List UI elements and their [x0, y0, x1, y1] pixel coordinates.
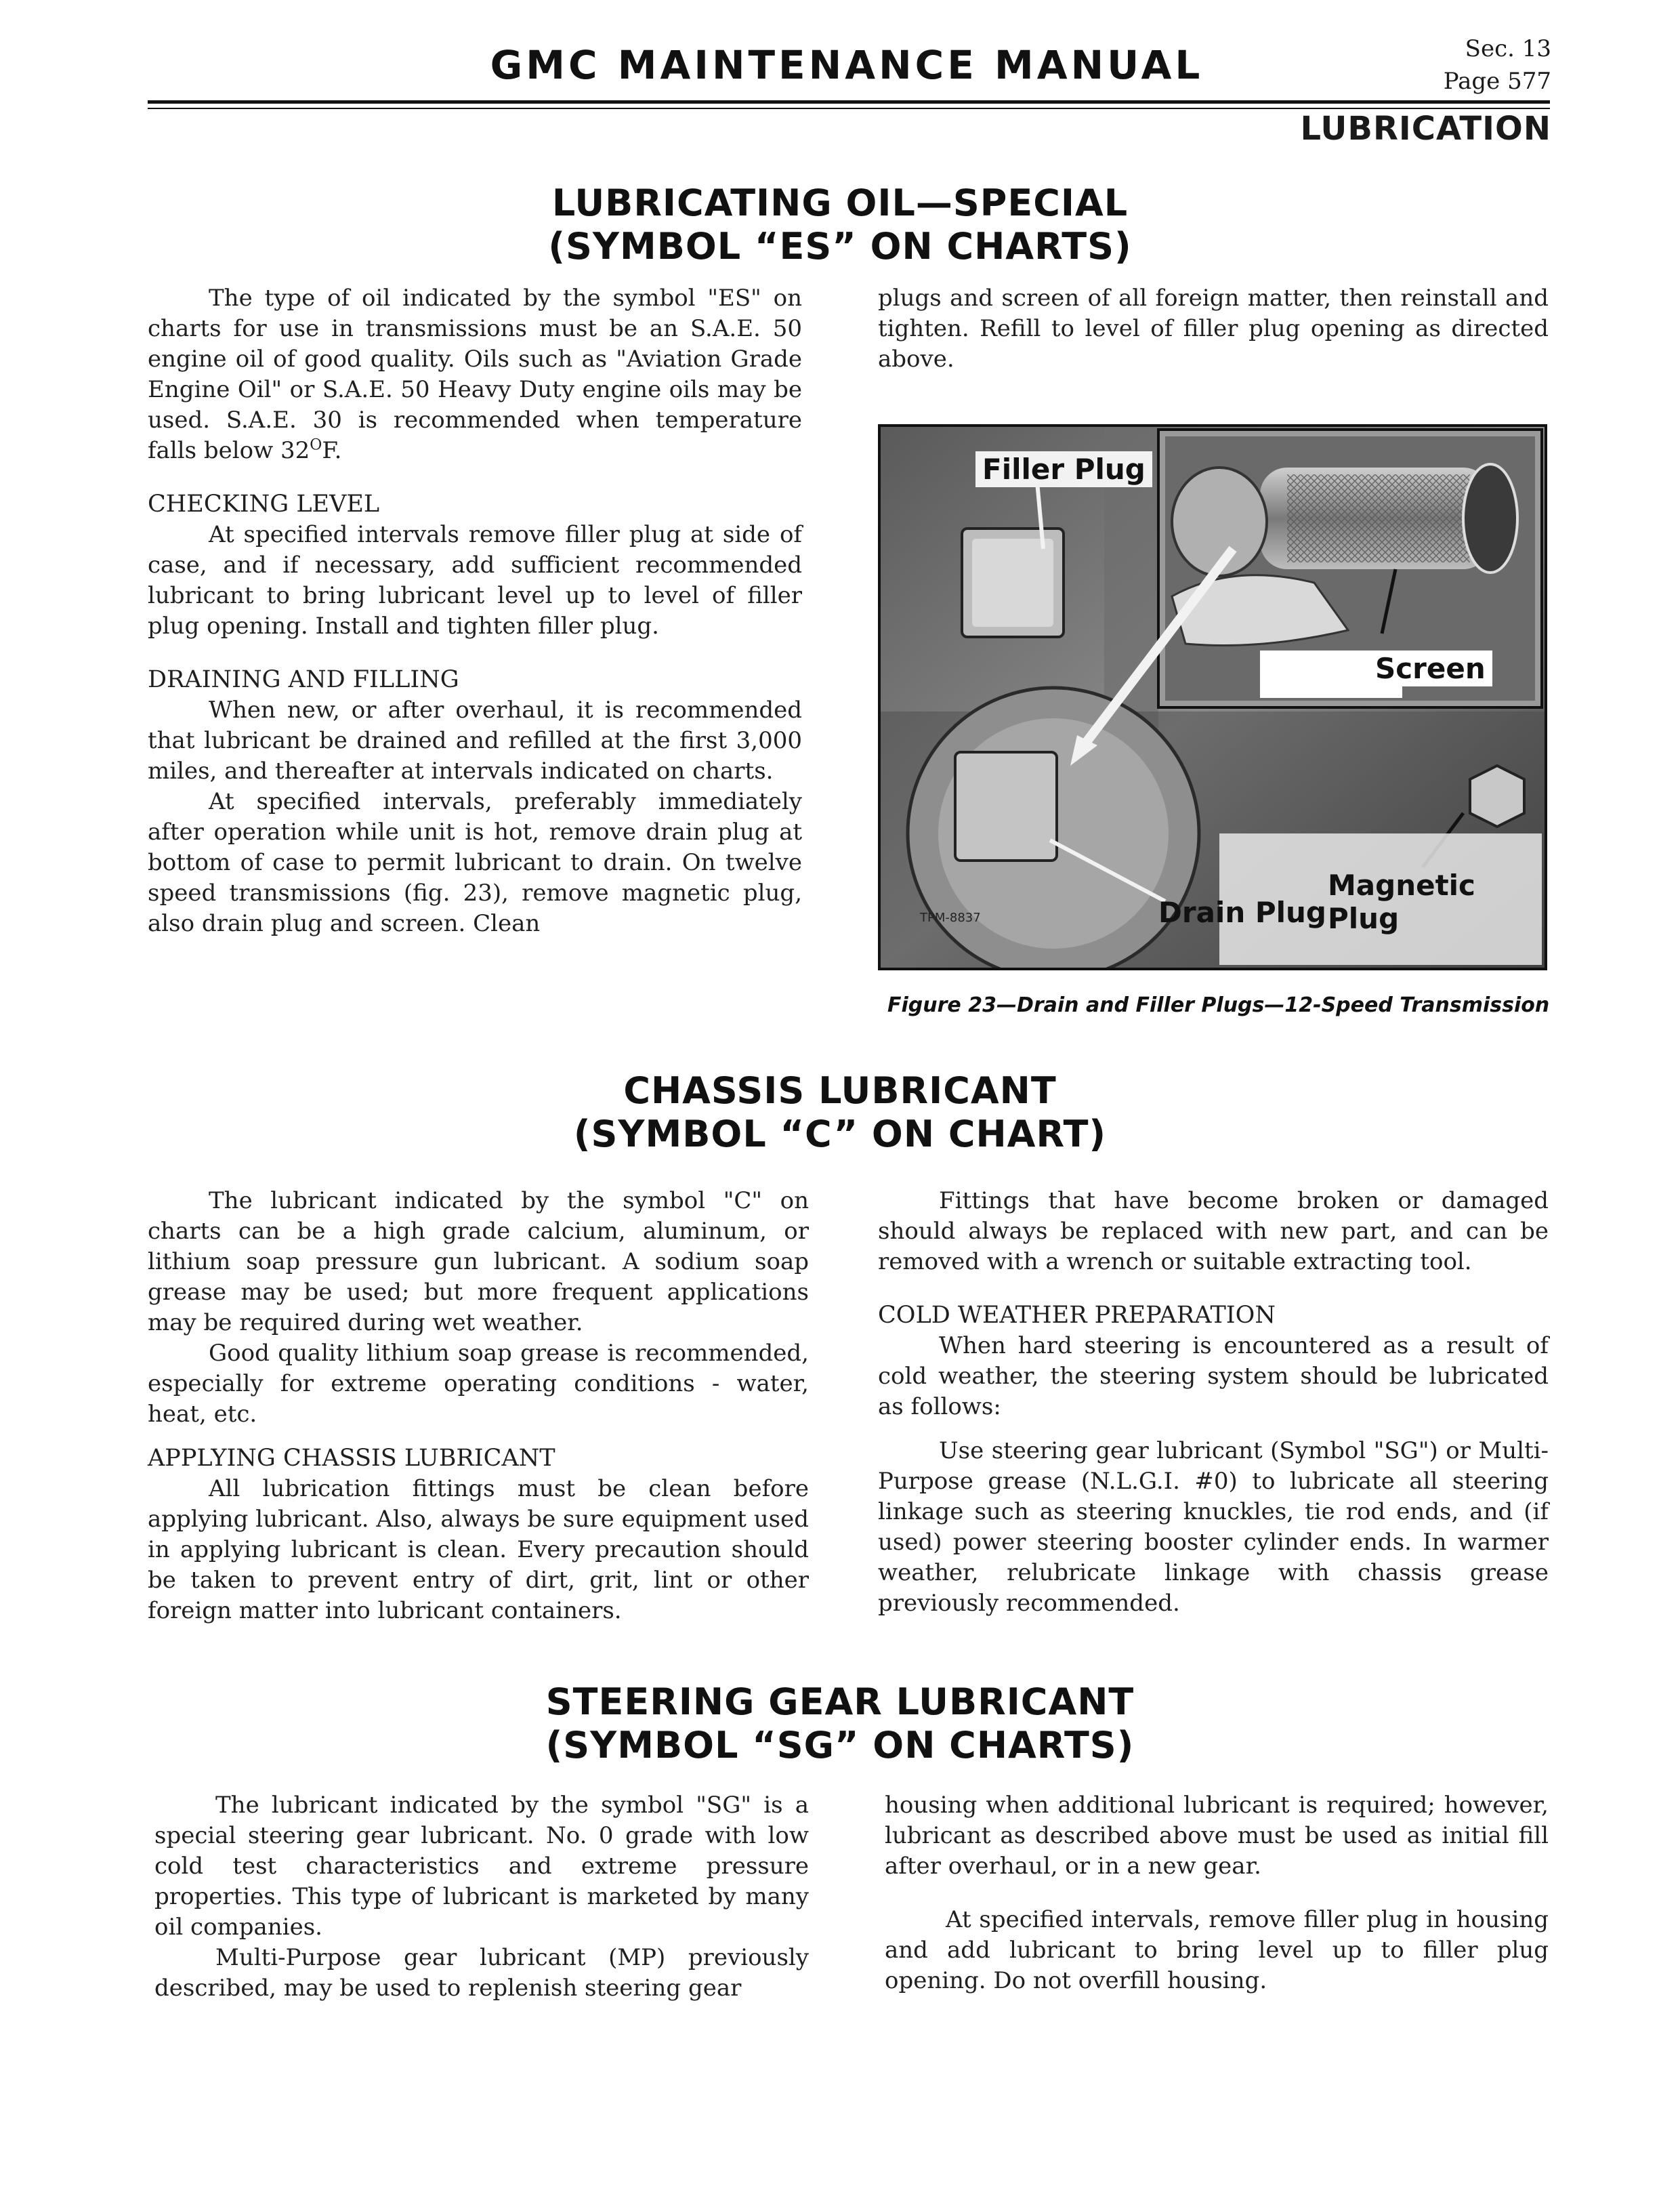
fittings-text: Fittings that have become broken or damaged should always be replaced with new part, and can be removed with a wrench or suitable extracting tool.: [878, 1187, 1549, 1275]
cold-weather-text: When hard steering is encountered as a result of cold weather, the steering system should be lubricated as follows:: [878, 1332, 1549, 1420]
draining-filling-title: DRAINING AND FILLING: [148, 666, 459, 693]
manual-title: GMC MAINTENANCE MANUAL: [490, 42, 1204, 88]
chassis-left-column: [148, 1186, 809, 1626]
draining-filling-text-2: At specified intervals, preferably immediately after operation while unit is hot, remove drain plug at bottom of case to permit lubricant to drain. On twelve speed transmissions (fig. 23), remove magnetic plug, also drain plug and screen. Clean: [148, 788, 802, 937]
steering-text-3: housing when additional lubricant is required; however, lubricant as described above must be used as initial fill after overhaul, or in a new gear.: [885, 1792, 1549, 1880]
draining-filling-text-1: When new, or after overhaul, it is recommended that lubricant be drained and refilled at the first 3,000 miles, and thereafter at intervals indicated on charts.: [148, 697, 802, 785]
header-rule-thin: [148, 108, 1550, 109]
label-screen: Screen: [1368, 651, 1492, 686]
heading-steering-line-1: STEERING GEAR LUBRICANT: [545, 1680, 1135, 1723]
checking-level-text: At specified intervals remove filler plug at side of case, and if necessary, add sufficient recommended lubricant to bring lubricant level up to level of filler plug opening. Install and tighten filler plug.: [148, 521, 802, 640]
steering-text-1: The lubricant indicated by the symbol "SG" is a special steering gear lubricant. No. 0 grade with low cold test characteristics and extreme pressure properties. This type of lubricant is marketed by many oil companies.: [154, 1792, 809, 1941]
steering-left-column: [154, 1790, 809, 2004]
steering-text-2: Multi-Purpose gear lubricant (MP) previously described, may be used to replenish steering gear: [154, 1944, 809, 2002]
oil-special-continued-text: plugs and screen of all foreign matter, then reinstall and tighten. Refill to level of filler plug opening as directed above.: [878, 285, 1549, 373]
steering-text-4: At specified intervals, remove filler plug in housing and add lubricant to bring level up to filler plug opening. Do not overfill housing.: [885, 1906, 1549, 1994]
heading-chassis-line-1: CHASSIS LUBRICANT: [623, 1069, 1057, 1112]
cold-weather-use-text: Use steering gear lubricant (Symbol "SG") or Multi-Purpose grease (N.L.G.I. #0) to lubricate all steering linkage such as steering knuckles, tie rod ends, and (if used) power steering booster cylinder ends. In warmer weather, relubricate linkage with chassis grease previously recommended.: [878, 1437, 1549, 1617]
label-filler-plug: Filler Plug: [975, 451, 1152, 487]
oil-special-intro: The type of oil indicated by the symbol "ES" on charts for use in transmissions must be an S.A.E. 50 engine oil of good quality. Oils such as "Aviation Grade Engine Oil" or S.A.E. 50 Heavy Duty engine oils may be used. S.A.E. 30 is recommended when temperature falls below $32^OF$.: [148, 285, 802, 464]
applying-chassis-text: All lubrication fittings must be clean before applying lubricant. Also, always be sure equipment used in applying lubricant is clean. Every precaution should be taken to prevent entry of dirt, grit, lint or other foreign matter into lubricant containers.: [148, 1475, 809, 1624]
checking-level-title: CHECKING LEVEL: [148, 491, 380, 518]
heading-oil-special-line-2: (SYMBOL “ES” ON CHARTS): [548, 225, 1132, 268]
section-number: Sec. 13: [1465, 35, 1551, 62]
heading-oil-special: [434, 182, 1246, 268]
cold-weather-title: COLD WEATHER PREPARATION: [878, 1302, 1276, 1329]
chassis-right-column: [878, 1186, 1549, 1619]
label-drain-plug: Drain Plug: [1158, 896, 1326, 929]
oil-special-left-column: [148, 283, 802, 939]
applying-chassis-title: APPLYING CHASSIS LUBRICANT: [148, 1445, 555, 1472]
heading-steering-line-2: (SYMBOL “SG” ON CHARTS): [545, 1724, 1135, 1767]
figure-code: TPM-8837: [920, 911, 981, 925]
heading-chassis-line-2: (SYMBOL “C” ON CHART): [573, 1113, 1107, 1155]
chassis-text-1: The lubricant indicated by the symbol "C" on charts can be a high grade calcium, aluminum, or lithium soap pressure gun lubricant. A sodium soap grease may be used; but more frequent applications may be required during wet weather.: [148, 1187, 809, 1336]
chassis-text-2: Good quality lithium soap grease is recommended, especially for extreme operating conditions - water, heat, etc.: [148, 1340, 809, 1428]
heading-steering: [434, 1680, 1246, 1767]
figure-23-photo: [878, 424, 1547, 970]
figure-caption: Figure 23—Drain and Filler Plugs—12-Speed Transmission: [887, 993, 1550, 1017]
heading-oil-special-line-1: LUBRICATING OIL—SPECIAL: [551, 182, 1129, 224]
label-magnetic-plug: Magnetic Plug: [1328, 869, 1475, 935]
heading-chassis: [434, 1069, 1246, 1156]
section-title: LUBRICATION: [1300, 110, 1551, 148]
page-number: Page 577: [1443, 68, 1551, 95]
oil-special-right-column: [878, 283, 1549, 375]
header-rule-thick: [148, 100, 1550, 104]
steering-right-column: [885, 1790, 1549, 1996]
